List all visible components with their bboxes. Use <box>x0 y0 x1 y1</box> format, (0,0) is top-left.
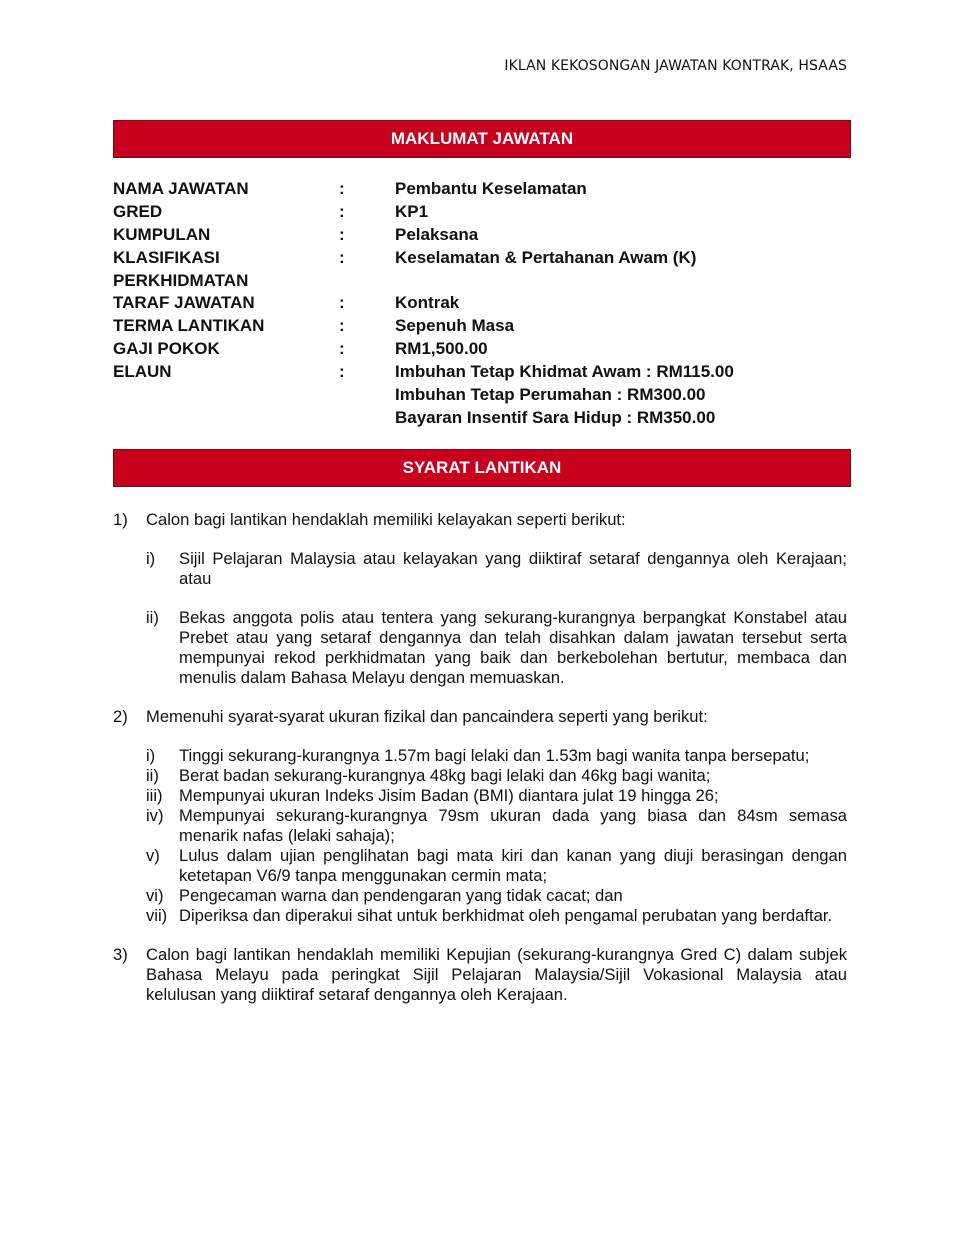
sub-requirement-number: iii) <box>146 786 163 805</box>
info-colon: : <box>339 247 345 267</box>
sub-requirement-list <box>146 746 847 926</box>
requirement-item <box>113 707 847 926</box>
info-value: Bayaran Insentif Sara Hidup : RM350.00 <box>395 407 716 427</box>
info-label: PERKHIDMATAN <box>113 270 249 290</box>
info-value: Imbuhan Tetap Khidmat Awam : RM115.00 <box>395 362 734 382</box>
info-row-taraf-jawatan <box>113 292 734 315</box>
sub-requirement-number: v) <box>146 846 160 865</box>
sub-requirement-item <box>146 806 847 846</box>
requirements-list <box>113 510 847 1024</box>
sub-requirement-text: Sijil Pelajaran Malaysia atau kelayakan yang diiktiraf setaraf dengannya oleh Kerajaan; atau <box>179 549 847 588</box>
info-label: GAJI POKOK <box>113 339 220 359</box>
info-colon: : <box>339 339 345 359</box>
sub-requirement-item <box>146 766 847 786</box>
sub-requirement-number: ii) <box>146 766 159 785</box>
info-row-klasifikasi <box>113 247 734 270</box>
info-row-gaji-pokok <box>113 338 734 361</box>
requirement-number: 2) <box>113 707 128 726</box>
sub-requirement-item <box>146 549 847 589</box>
sub-requirement-text: Berat badan sekurang-kurangnya 48kg bagi lelaki dan 46kg bagi wanita; <box>179 766 711 785</box>
info-label <box>113 384 339 407</box>
sub-requirement-text: Pengecaman warna dan pendengaran yang tidak cacat; dan <box>179 886 623 905</box>
info-row-elaun-3 <box>113 407 734 430</box>
info-colon <box>339 407 395 430</box>
sub-requirement-item <box>146 746 847 766</box>
info-colon <box>339 384 395 407</box>
info-row-kumpulan <box>113 224 734 247</box>
info-colon: : <box>339 293 345 313</box>
info-value: Keselamatan & Pertahanan Awam (K) <box>395 247 697 267</box>
sub-requirement-number: iv) <box>146 806 164 825</box>
section-header-syarat-lantikan: SYARAT LANTIKAN <box>113 449 851 487</box>
info-value: KP1 <box>395 201 429 221</box>
requirement-number: 1) <box>113 510 128 529</box>
sub-requirement-item <box>146 846 847 886</box>
info-row-elaun <box>113 361 734 384</box>
sub-requirement-item <box>146 906 847 926</box>
info-colon: : <box>339 316 345 336</box>
sub-requirement-number: i) <box>146 746 156 765</box>
sub-requirement-item <box>146 786 847 806</box>
requirement-number: 3) <box>113 945 128 964</box>
sub-requirement-text: Bekas anggota polis atau tentera yang sekurang-kurangnya berpangkat Konstabel atau Prebet atau yang setaraf dengannya dan telah disahkan dalam jawatan tersebut serta mempunyai rekod perkhidmatan yang baik dan berkebolehan bertutur, membaca dan menulis dalam Bahasa Melayu dengan memuaskan. <box>179 608 847 687</box>
sub-requirement-text: Lulus dalam ujian penglihatan bagi mata kiri dan kanan yang diuji berasingan dengan ketetapan V6/9 tanpa menggunakan cermin mata; <box>179 846 847 885</box>
info-row-perkhidmatan <box>113 270 734 293</box>
sub-requirement-text: Mempunyai sekurang-kurangnya 79sm ukuran dada yang biasa dan 84sm semasa menarik nafas (lelaki sahaja); <box>179 806 847 845</box>
sub-requirement-text: Diperiksa dan diperakui sihat untuk berkhidmat oleh pengamal perubatan yang berdaftar. <box>179 906 833 925</box>
sub-requirement-number: ii) <box>146 608 159 627</box>
requirement-item <box>113 945 847 1005</box>
info-colon: : <box>339 179 345 198</box>
sub-requirement-item <box>146 608 847 688</box>
document-header: IKLAN KEKOSONGAN JAWATAN KONTRAK, HSAAS <box>504 58 847 74</box>
job-info-table <box>113 178 734 430</box>
requirement-text: Calon bagi lantikan hendaklah memiliki kelayakan seperti berikut: <box>146 510 626 529</box>
sub-requirement-list <box>146 549 847 688</box>
info-label: KLASIFIKASI <box>113 247 220 267</box>
info-label: GRED <box>113 201 163 221</box>
info-row-elaun-2 <box>113 384 734 407</box>
info-colon <box>339 270 395 293</box>
info-value: Imbuhan Tetap Perumahan : RM300.00 <box>395 385 706 405</box>
info-value: Pembantu Keselamatan <box>395 179 587 198</box>
requirement-item <box>113 510 847 688</box>
sub-requirement-number: vii) <box>146 906 168 925</box>
info-label <box>113 407 339 430</box>
info-colon: : <box>339 362 345 382</box>
info-label: TERMA LANTIKAN <box>113 316 265 336</box>
info-value <box>395 270 734 293</box>
sub-requirement-number: i) <box>146 549 156 568</box>
info-value: Pelaksana <box>395 224 479 244</box>
info-row-terma-lantikan <box>113 315 734 338</box>
sub-requirement-number: vi) <box>146 886 164 905</box>
requirement-text: Memenuhi syarat-syarat ukuran fizikal dan pancaindera seperti yang berikut: <box>146 707 708 726</box>
info-label: TARAF JAWATAN <box>113 293 255 313</box>
info-label: KUMPULAN <box>113 224 211 244</box>
info-label: ELAUN <box>113 362 172 382</box>
info-colon: : <box>339 224 345 244</box>
info-value: Sepenuh Masa <box>395 316 515 336</box>
sub-requirement-text: Mempunyai ukuran Indeks Jisim Badan (BMI) diantara julat 19 hingga 26; <box>179 786 719 805</box>
info-value: RM1,500.00 <box>395 339 488 359</box>
info-row-gred <box>113 201 734 224</box>
info-colon: : <box>339 201 345 221</box>
section-header-maklumat-jawatan: MAKLUMAT JAWATAN <box>113 120 851 158</box>
requirement-text: Calon bagi lantikan hendaklah memiliki Kepujian (sekurang-kurangnya Gred C) dalam subjek Bahasa Melayu pada peringkat Sijil Pelajaran Malaysia/Sijil Vokasional Malaysia atau kelulusan yang diiktiraf setaraf dengannya oleh Kerajaan. <box>146 945 847 1004</box>
sub-requirement-text: Tinggi sekurang-kurangnya 1.57m bagi lelaki dan 1.53m bagi wanita tanpa bersepatu; <box>179 746 810 765</box>
sub-requirement-item <box>146 886 847 906</box>
info-value: Kontrak <box>395 293 460 313</box>
info-label: NAMA JAWATAN <box>113 179 249 198</box>
info-row-nama-jawatan <box>113 178 734 201</box>
